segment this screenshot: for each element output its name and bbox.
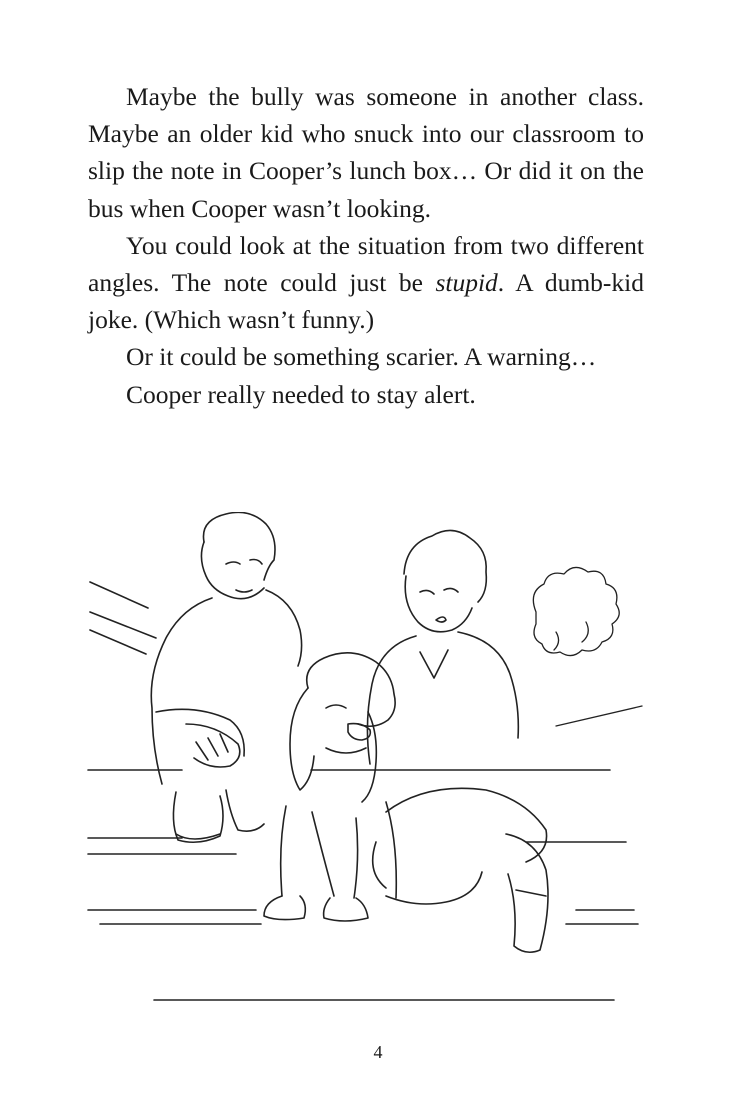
bush	[533, 567, 642, 726]
paragraph-4: Cooper really needed to stay alert.	[126, 379, 476, 409]
illustration-boys-and-basset-hound	[86, 512, 646, 1012]
left-boy	[151, 512, 301, 842]
steps	[88, 770, 638, 1000]
emphasis-stupid: stupid	[435, 268, 498, 298]
railing-lines	[90, 582, 156, 654]
paragraph-2	[88, 227, 644, 339]
paragraph-3: Or it could be something scarier. A warning…	[126, 342, 597, 372]
paragraph-1: Maybe the bully was someone in another class. Maybe an older kid who snuck into our classroom to slip the note in Cooper’s lunch box… Or did it on the bus when Cooper wasn’t looking.	[88, 82, 644, 223]
page-number: 4	[373, 1042, 383, 1062]
basset-hound	[264, 653, 482, 921]
paragraph-2-end: . A dumb-kid joke. (Which wasn’t funny.)	[88, 268, 645, 335]
right-boy	[367, 530, 548, 952]
paragraph-2-start: You could look at the situation from two different angles. The note could just be	[88, 230, 644, 298]
page-text	[88, 78, 644, 413]
